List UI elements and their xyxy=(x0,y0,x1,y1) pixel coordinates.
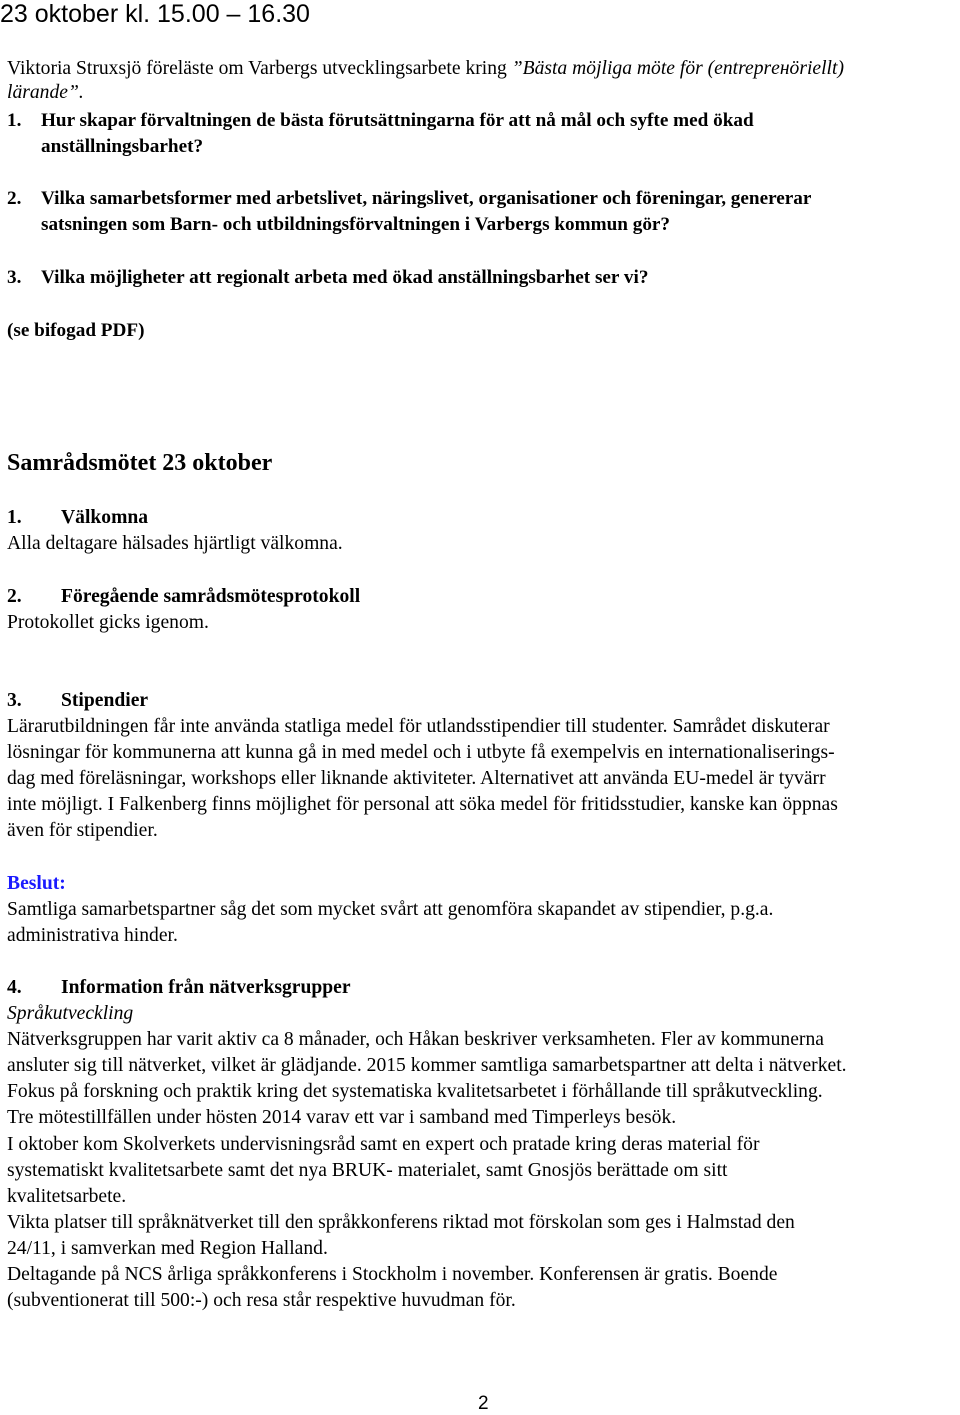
question-1-number: 1. xyxy=(7,110,22,131)
section-4-line-1: Nätverksgruppen har varit aktiv ca 8 månader, och Håkan beskriver verksamheten. Fler av kommunerna xyxy=(7,1029,824,1050)
decision-line-2: administrativa hinder. xyxy=(7,925,178,946)
section-4-line-5: I oktober kom Skolverkets undervisningsråd samt en expert och pratade kring deras material för xyxy=(7,1134,760,1155)
section-1-title: Välkomna xyxy=(61,507,149,528)
question-2-line-1: Vilka samarbetsformer med arbetslivet, näringslivet, organisationer och föreningar, genererar xyxy=(41,188,812,209)
section-4-line-8: Vikta platser till språknätverket till den språkkonferens riktad mot förskolan som ges i Halmstad den xyxy=(7,1212,795,1233)
section-4-line-10: Deltagande på NCS årliga språkkonferens i Stockholm i november. Konferensen är gratis. Boende xyxy=(7,1264,778,1285)
section-1-text: Alla deltagare hälsades hjärtligt välkomna. xyxy=(7,533,343,554)
section-4-number: 4. xyxy=(7,977,22,998)
question-3-number: 3. xyxy=(7,267,22,288)
meeting-title: Samrådsmötet 23 oktober xyxy=(7,450,273,476)
date-heading: 23 oktober kl. 15.00 – 16.30 xyxy=(0,0,310,28)
question-1-line-2: anställningsbarhet? xyxy=(41,136,204,157)
section-3-number: 3. xyxy=(7,690,22,711)
section-3-line-5: även för stipendier. xyxy=(7,820,158,841)
section-4-title: Information från nätverksgrupper xyxy=(61,977,351,998)
section-2-title: Föregående samrådsmötesprotokoll xyxy=(61,586,361,607)
question-1-line-1: Hur skapar förvaltningen de bästa förutsättningarna för att nå mål och syfte med ökad xyxy=(41,110,754,131)
section-4-line-2: ansluter sig till nätverket, vilket är glädjande. 2015 kommer samtliga samarbetspartner att delta i nätverket. xyxy=(7,1055,847,1076)
decision-line-1: Samtliga samarbetspartner såg det som mycket svårt att genomföra skapandet av stipendier, p.g.a. xyxy=(7,899,774,920)
question-2-line-2: satsningen som Barn- och utbildningsförvaltningen i Varbergs kommun gör? xyxy=(41,214,671,235)
section-4-line-9: 24/11, i samverkan med Region Halland. xyxy=(7,1238,328,1259)
section-3-line-2: lösningar för kommunerna att kunna gå in med medel och i utbyte få exempelvis en internationaliserings- xyxy=(7,742,835,763)
section-3-title: Stipendier xyxy=(61,690,149,711)
intro-line-1 xyxy=(7,58,844,80)
section-4-line-7: kvalitetsarbete. xyxy=(7,1186,127,1207)
question-3-line-1: Vilka möjligheter att regionalt arbeta med ökad anställningsbarhet ser vi? xyxy=(41,267,649,288)
intro-text: Viktoria Struxsjö föreläste om Varbergs utvecklingsarbete kring xyxy=(7,58,512,79)
section-4-line-11: (subventionerat till 500:-) och resa står respektive huvudman för. xyxy=(7,1290,516,1311)
decision-label: Beslut: xyxy=(7,873,66,894)
section-2-number: 2. xyxy=(7,586,22,607)
section-3-line-3: dag med föreläsningar, workshops eller liknande aktiviteter. Alternativet att använda EU-medel är tyvärr xyxy=(7,768,826,789)
section-4-line-6: systematiskt kvalitetsarbete samt det nya BRUK- materialet, samt Gnosjös berättade om sitt xyxy=(7,1160,728,1181)
attachment-note: (se bifogad PDF) xyxy=(7,320,145,341)
section-4-line-3: Fokus på forskning och praktik kring det systematiska kvalitetsarbetet i förhållande till språkutveckling. xyxy=(7,1081,823,1102)
section-4-subtitle: Språkutveckling xyxy=(7,1003,134,1024)
section-3-line-1: Lärarutbildningen får inte använda statliga medel för utlandsstipendier till studenter. Samrådet diskuterar xyxy=(7,716,830,737)
question-2-number: 2. xyxy=(7,188,22,209)
intro-title-italic: ”Bästa möjliga möte för (entreprенöriellt) xyxy=(511,58,844,79)
section-2-text: Protokollet gicks igenom. xyxy=(7,612,209,633)
section-4-line-4: Tre mötestillfällen under hösten 2014 varav ett var i samband med Timperleys besök. xyxy=(7,1107,677,1128)
section-3-line-4: inte möjligt. I Falkenberg finns möjlighet för personal att söka medel för fritidsstudier, kanske kan öppnas xyxy=(7,794,838,815)
intro-line-2: lärande”. xyxy=(7,82,84,103)
page-number: 2 xyxy=(478,1393,489,1414)
section-1-number: 1. xyxy=(7,507,22,528)
